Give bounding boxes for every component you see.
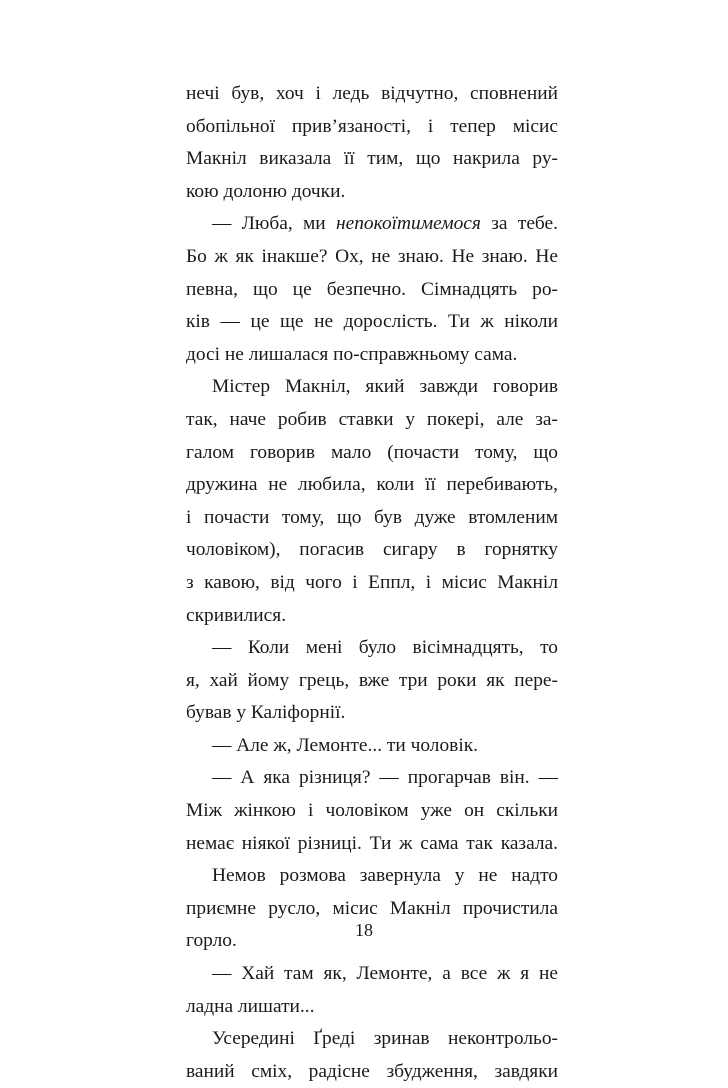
text-line: Макніл виказала її тим, що накрила ру- — [186, 148, 558, 170]
text-line: і почасти тому, що був дуже втомленим — [186, 506, 558, 528]
text-line: нечі був, хоч і ледь відчутно, сповнений — [186, 83, 558, 104]
text-line: дружина не любила, коли її перебивають, — [186, 474, 558, 496]
text-line: Між жінкою і чоловіком уже он скільки — [186, 800, 558, 822]
text-line: — Коли мені було вісімнадцять, то — [212, 637, 558, 659]
text-line: Усередині Ґреді зринав неконтрольо- — [212, 1028, 558, 1050]
text-line: бував у Каліфорнії. — [186, 702, 346, 724]
text-line: горло. — [186, 930, 237, 952]
text-line: — А яка різниця? — прогарчав він. — — [212, 767, 558, 789]
page-number: 18 — [355, 920, 373, 940]
text-line: ладна лишати... — [186, 995, 315, 1017]
text-line: галом говорив мало (почасти тому, що — [186, 441, 558, 463]
text-line: чоловіком), погасив сигару в горнятку — [186, 539, 558, 561]
dialogue-text: за тебе. — [480, 213, 558, 235]
text-line: так, наче робив ставки у покері, але за- — [186, 408, 558, 430]
text-line: немає ніякої різниці. Ти ж сама так казала. — [186, 832, 558, 854]
text-line: обопільної прив’язаності, і тепер місис — [186, 115, 558, 137]
text-line: скривилися. — [186, 604, 287, 626]
text-line: приємне русло, місис Макніл прочистила — [186, 897, 558, 919]
text-line: кою долоню дочки. — [186, 180, 346, 202]
text-line: ків — це ще не дорослість. Ти ж ніколи — [186, 311, 558, 333]
text-line: Бо ж як інакше? Ох, не знаю. Не знаю. Не — [186, 245, 558, 267]
text-line: Немов розмова завернула у не надто — [212, 865, 558, 887]
emphasized-text: непокоїтимемося — [336, 213, 481, 235]
dialogue-text: — Люба, ми — [212, 213, 336, 235]
text-line: я, хай йому грець, вже три роки як пере- — [186, 669, 558, 691]
text-line: досі не лишалася по-справжньому сама. — [186, 343, 518, 365]
text-line: Містер Макніл, який завжди говорив — [212, 376, 558, 398]
text-line: — Але ж, Лемонте... ти чоловік. — [212, 734, 478, 756]
text-line: ваний сміх, радісне збудження, завдяки — [186, 1060, 558, 1082]
text-line: з кавою, від чого і Еппл, і місис Макніл — [186, 571, 558, 593]
text-line: — Хай там як, Лемонте, а все ж я не — [212, 963, 558, 985]
text-line — [186, 208, 558, 241]
text-line: певна, що це безпечно. Сімнадцять ро- — [186, 278, 558, 300]
